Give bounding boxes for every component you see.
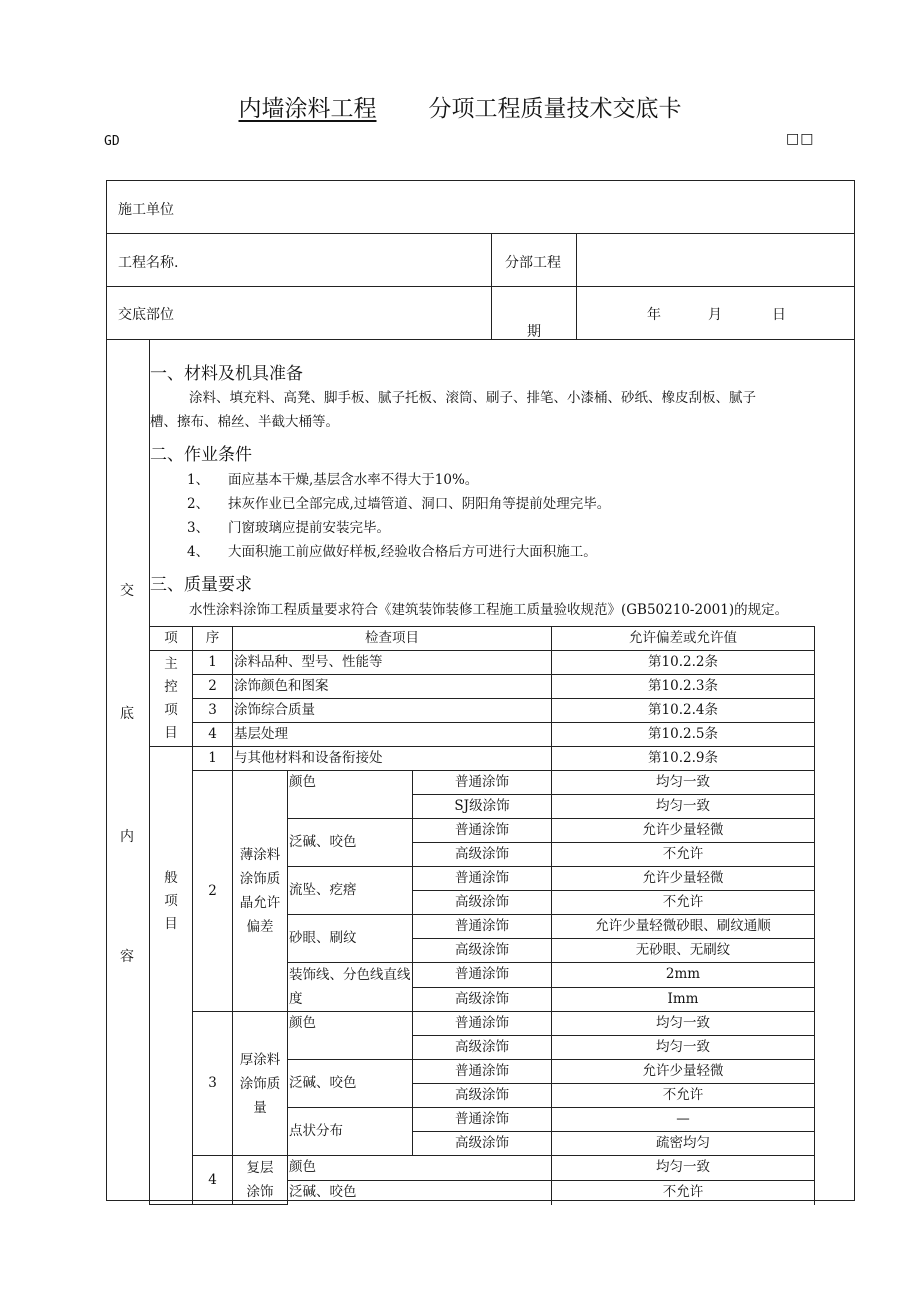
multi-layer-group: 复层涂饰 bbox=[233, 1156, 288, 1205]
grade: 高级涂饰 bbox=[413, 843, 552, 867]
thin-coating-group: 薄涂料涂饰质晶允许偏差 bbox=[233, 771, 288, 1012]
table-row bbox=[150, 1012, 815, 1036]
section-materials-title: 一、材料及机具准备 bbox=[150, 364, 303, 384]
row-allow: 允许少量轻微 bbox=[552, 819, 815, 843]
condition-num: 1、 bbox=[187, 472, 210, 488]
condition-text: 抹灰作业已全部完成,过墙管道、洞口、阴阳角等提前处理完毕。 bbox=[228, 496, 611, 512]
grade: 高级涂饰 bbox=[413, 891, 552, 915]
condition-num: 4、 bbox=[187, 544, 210, 560]
row-allow: 允许少量轻微 bbox=[552, 867, 815, 891]
row-allow: 第10.2.5条 bbox=[552, 723, 815, 747]
year-label: 年 bbox=[647, 307, 661, 323]
row-check: 涂饰颜色和图案 bbox=[233, 675, 552, 699]
side-label-char: 底 bbox=[120, 706, 134, 722]
grade: 普通涂饰 bbox=[413, 819, 552, 843]
table-row bbox=[150, 771, 815, 795]
location-label: 交底部位 bbox=[118, 307, 174, 323]
divider bbox=[576, 233, 577, 339]
section-quality-title: 三、质量要求 bbox=[150, 575, 252, 595]
sub-project-label: 分部工程 bbox=[505, 255, 561, 271]
section-quality-line: 水性涂料涂饰工程质量要求符合《建筑装饰装修工程施工质量验收规范》(GB50210-2001)的规定。 bbox=[189, 602, 789, 618]
side-label-char: 交 bbox=[120, 583, 134, 599]
row-seq: 4 bbox=[193, 1156, 233, 1205]
sub-item: 流坠、疙瘩 bbox=[288, 867, 413, 915]
header-seq: 序 bbox=[193, 627, 233, 651]
thick-coating-group: 厚涂料涂饰质量 bbox=[233, 1012, 288, 1156]
table-row bbox=[150, 747, 815, 771]
header-allow: 允许偏差或允许值 bbox=[552, 627, 815, 651]
grade: 高级涂饰 bbox=[413, 939, 552, 963]
row-allow: 2mm bbox=[552, 963, 815, 988]
row-allow: 不允许 bbox=[552, 1084, 815, 1108]
row-allow: 不允许 bbox=[552, 1180, 815, 1204]
row-allow: 均匀一致 bbox=[552, 1036, 815, 1060]
row-check: 涂饰综合质量 bbox=[233, 699, 552, 723]
row-allow: 均匀一致 bbox=[552, 771, 815, 795]
row-seq: 4 bbox=[193, 723, 233, 747]
row-allow: 第10.2.4条 bbox=[552, 699, 815, 723]
grade: 高级涂饰 bbox=[413, 1084, 552, 1108]
sub-item: 泛碱、咬色 bbox=[288, 1180, 552, 1204]
grade: 普通涂饰 bbox=[413, 867, 552, 891]
sub-item: 点状分布 bbox=[288, 1108, 413, 1156]
sub-item: 泛碱、咬色 bbox=[288, 1060, 413, 1108]
row-allow: 允许少量轻微砂眼、刷纹通顺 bbox=[552, 915, 815, 939]
table-header-row bbox=[150, 627, 815, 651]
sub-item: 颜色 bbox=[288, 1156, 552, 1181]
condition-text: 面应基本干燥,基层含水率不得大于10%。 bbox=[228, 472, 479, 488]
sub-item: 装饰线、分色线直线度 bbox=[288, 963, 413, 1012]
row-seq: 1 bbox=[193, 747, 233, 771]
header-check: 检查项目 bbox=[233, 627, 552, 651]
date-label: 期 bbox=[527, 324, 541, 340]
grade: 高级涂饰 bbox=[413, 1036, 552, 1060]
section-materials-line2: 槽、擦布、棉丝、半截大桶等。 bbox=[150, 414, 339, 430]
row-allow: 第10.2.3条 bbox=[552, 675, 815, 699]
row-allow: 无砂眼、无刷纹 bbox=[552, 939, 815, 963]
divider bbox=[106, 233, 855, 234]
general-items-label: 般项目 bbox=[150, 747, 193, 1205]
row-allow: 均匀一致 bbox=[552, 1156, 815, 1181]
row-allow: 允许少量轻微 bbox=[552, 1060, 815, 1084]
row-seq: 3 bbox=[193, 699, 233, 723]
row-allow: 第10.2.9条 bbox=[552, 747, 815, 771]
condition-text: 大面积施工前应做好样板,经验收合格后方可进行大面积施工。 bbox=[228, 544, 597, 560]
row-allow: 疏密均匀 bbox=[552, 1132, 815, 1156]
row-allow: Imm bbox=[552, 987, 815, 1012]
row-allow: 不允许 bbox=[552, 891, 815, 915]
grade: 普通涂饰 bbox=[413, 915, 552, 939]
table-row bbox=[150, 1156, 815, 1181]
row-check: 基层处理 bbox=[233, 723, 552, 747]
condition-num: 3、 bbox=[187, 520, 210, 536]
main-control-label: 主控项目 bbox=[150, 651, 193, 747]
sub-item: 砂眼、刷纹 bbox=[288, 915, 413, 963]
document-code: GD bbox=[104, 134, 120, 149]
divider bbox=[106, 339, 855, 340]
header-item: 项 bbox=[150, 627, 193, 651]
project-title: 内墙涂料工程 bbox=[238, 96, 377, 122]
grade: 普通涂饰 bbox=[413, 771, 552, 795]
grade: 普通涂饰 bbox=[413, 1060, 552, 1084]
document-number-boxes: □□ bbox=[786, 131, 815, 147]
sub-item: 颜色 bbox=[288, 771, 413, 819]
page-title bbox=[0, 90, 920, 123]
card-title: 分项工程质量技术交底卡 bbox=[428, 96, 682, 122]
construction-unit-label: 施工单位 bbox=[118, 202, 174, 218]
table-row bbox=[150, 651, 815, 675]
grade: 普通涂饰 bbox=[413, 963, 552, 988]
divider bbox=[106, 286, 855, 287]
row-seq: 2 bbox=[193, 771, 233, 1012]
grade: 普通涂饰 bbox=[413, 1108, 552, 1132]
grade: SJ级涂饰 bbox=[413, 795, 552, 819]
month-label: 月 bbox=[708, 307, 722, 323]
condition-text: 门窗玻璃应提前安装完毕。 bbox=[228, 520, 390, 536]
row-check: 与其他材料和设备衔接处 bbox=[233, 747, 552, 771]
row-allow: 均匀一致 bbox=[552, 795, 815, 819]
row-allow: — bbox=[552, 1108, 815, 1132]
sub-item: 颜色 bbox=[288, 1012, 413, 1060]
section-materials-line1: 涂料、填充料、高凳、脚手板、腻子托板、滚筒、刷子、排笔、小漆桶、砂纸、橡皮刮板、腻子 bbox=[189, 390, 756, 406]
side-label-char: 容 bbox=[120, 949, 134, 965]
row-seq: 1 bbox=[193, 651, 233, 675]
condition-num: 2、 bbox=[187, 496, 210, 512]
row-check: 涂料品种、型号、性能等 bbox=[233, 651, 552, 675]
row-seq: 3 bbox=[193, 1012, 233, 1156]
section-conditions-title: 二、作业条件 bbox=[150, 445, 252, 465]
table-row bbox=[150, 675, 815, 699]
divider bbox=[491, 233, 492, 339]
grade: 高级涂饰 bbox=[413, 987, 552, 1012]
grade: 普通涂饰 bbox=[413, 1012, 552, 1036]
side-label-char: 内 bbox=[120, 829, 134, 845]
project-name-label: 工程名称. bbox=[118, 255, 179, 271]
day-label: 日 bbox=[772, 307, 786, 323]
table-row bbox=[150, 699, 815, 723]
row-allow: 第10.2.2条 bbox=[552, 651, 815, 675]
table-row bbox=[150, 723, 815, 747]
row-allow: 不允许 bbox=[552, 843, 815, 867]
sub-item: 泛碱、咬色 bbox=[288, 819, 413, 867]
row-allow: 均匀一致 bbox=[552, 1012, 815, 1036]
grade: 高级涂饰 bbox=[413, 1132, 552, 1156]
row-seq: 2 bbox=[193, 675, 233, 699]
quality-table bbox=[149, 626, 815, 1205]
